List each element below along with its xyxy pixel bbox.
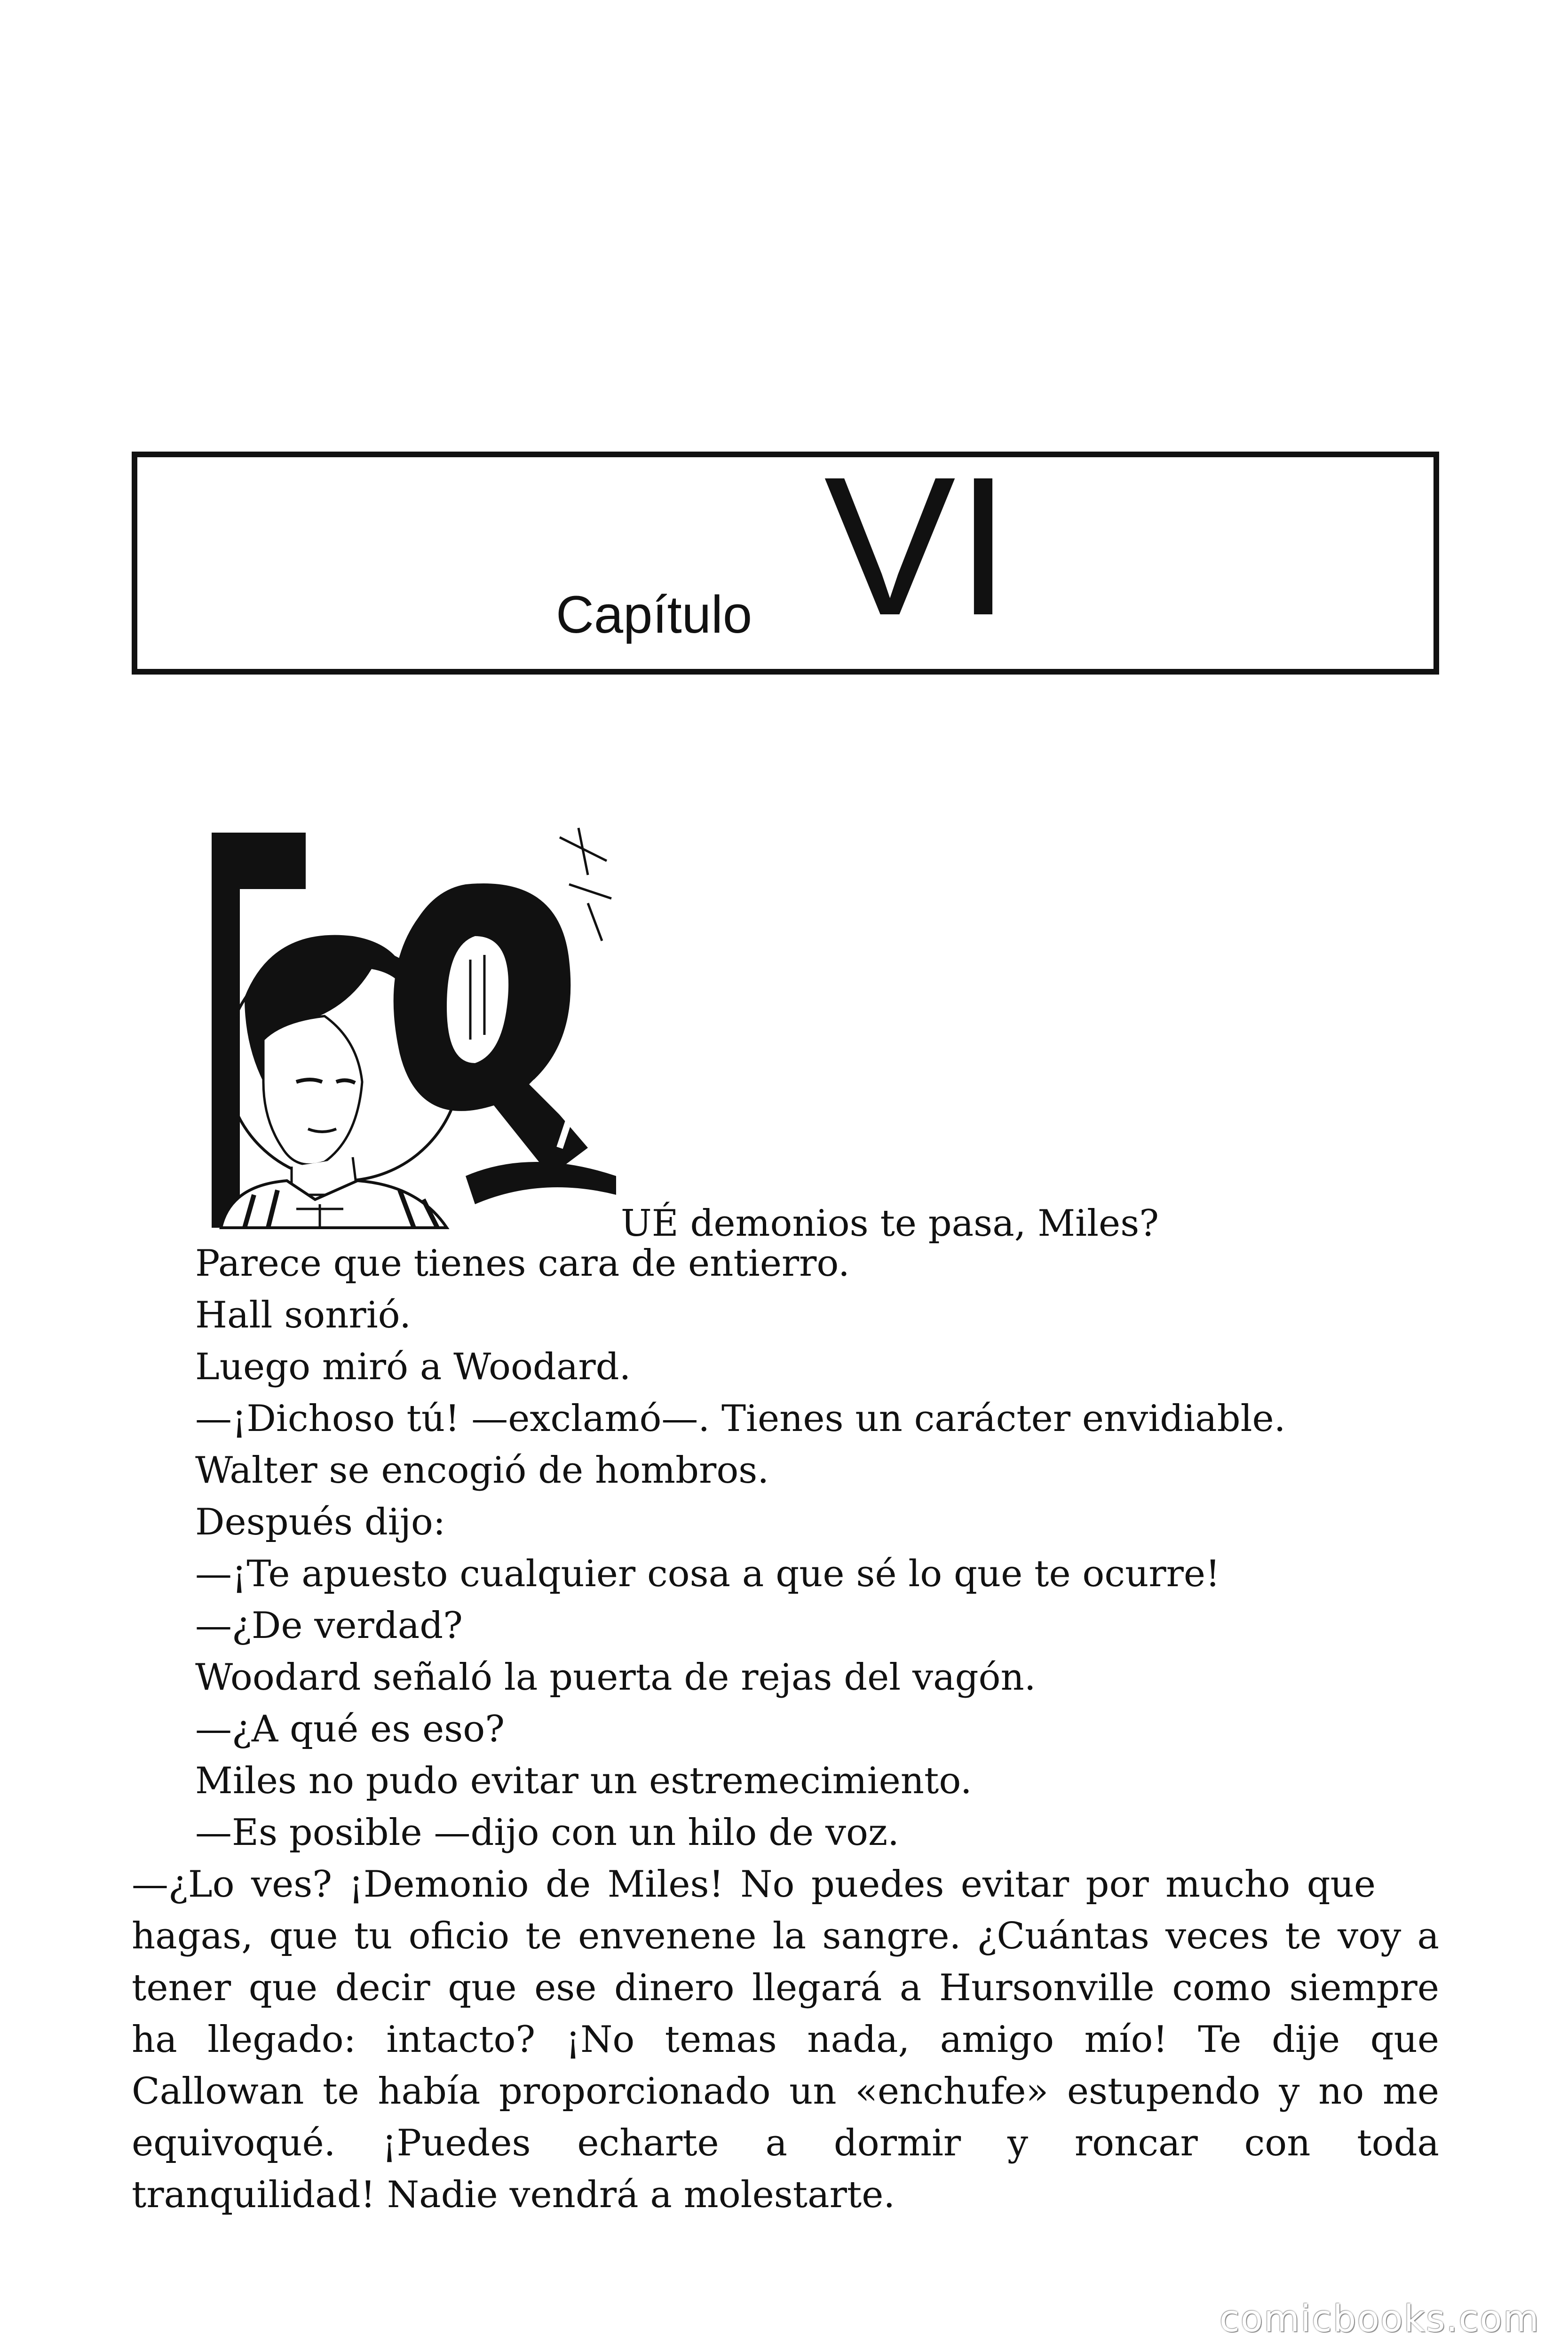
text-line-13: —Es posible —dijo con un hilo de voz. bbox=[195, 1812, 899, 1854]
woman-portrait-dropcap-icon bbox=[202, 818, 616, 1232]
text-line-15: hagas, que tu oficio te envenene la sangre. ¿Cuántas veces te voy a bbox=[132, 1915, 1439, 1957]
text-line-5: —¡Dichoso tú! —exclamó—. Tienes un carácter envidiable. bbox=[195, 1398, 1286, 1440]
text-line-10: Woodard señaló la puerta de rejas del vagón. bbox=[195, 1656, 1036, 1699]
text-line-9: —¿De verdad? bbox=[195, 1605, 463, 1647]
text-line-2: Parece que tienes cara de entierro. bbox=[195, 1242, 850, 1285]
text-line-4: Luego miró a Woodard. bbox=[195, 1346, 631, 1388]
text-line-14: —¿Lo ves? ¡Demonio de Miles! No puedes evitar por mucho que bbox=[132, 1863, 1376, 1906]
text-line-1: UÉ demonios te pasa, Miles? bbox=[621, 1202, 1159, 1245]
dropcap-illustration bbox=[202, 818, 616, 1232]
watermark: comicbooks.com bbox=[1219, 2298, 1540, 2340]
text-line-8: —¡Te apuesto cualquier cosa a que sé lo que te ocurre! bbox=[195, 1553, 1220, 1595]
chapter-label: Capítulo bbox=[556, 585, 752, 644]
text-line-6: Walter se encogió de hombros. bbox=[195, 1449, 769, 1492]
text-line-16: tener que decir que ese dinero llegará a Hursonville como siempre bbox=[132, 1967, 1439, 2009]
text-line-20: tranquilidad! Nadie vendrá a molestarte. bbox=[132, 2174, 895, 2216]
text-line-17: ha llegado: intacto? ¡No temas nada, amigo mío! Te dije que bbox=[132, 2018, 1439, 2061]
text-line-11: —¿A qué es eso? bbox=[195, 1708, 505, 1750]
text-line-7: Después dijo: bbox=[195, 1501, 446, 1543]
text-line-18: Callowan te había proporcionado un «enchufe» estupendo y no me bbox=[132, 2070, 1439, 2113]
text-line-12: Miles no pudo evitar un estremecimiento. bbox=[195, 1760, 972, 1802]
chapter-heading-box bbox=[132, 436, 1439, 675]
chapter-number: VI bbox=[824, 436, 1011, 657]
text-line-19: equivoqué. ¡Puedes echarte a dormir y roncar con toda bbox=[132, 2122, 1439, 2164]
text-line-3: Hall sonrió. bbox=[195, 1294, 412, 1336]
